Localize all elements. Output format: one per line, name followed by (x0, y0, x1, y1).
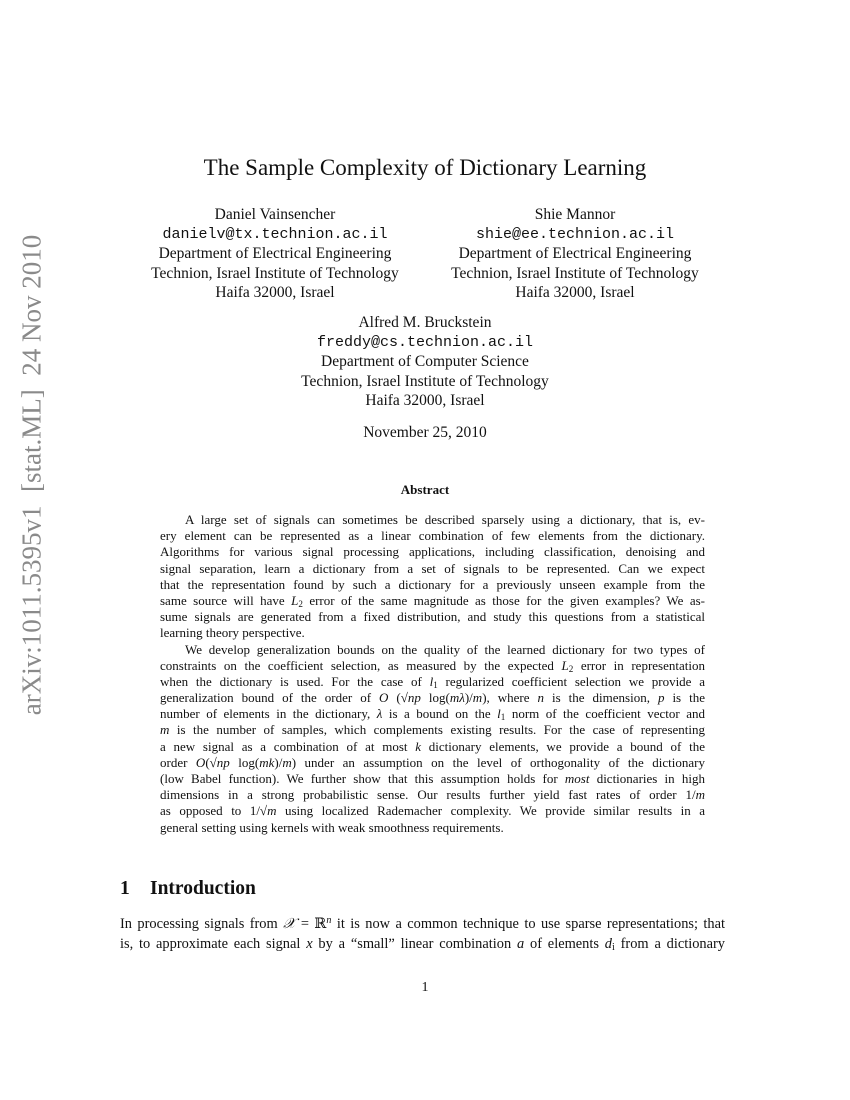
text-line: In processing signals from 𝒳 = ℝ$^n$ it is now a common technique to use sparse representations; that (120, 915, 725, 932)
abstract-heading: Abstract (400, 482, 450, 497)
text-line: (low Babel function). We further show that this assumption holds for most dictionaries in high (160, 771, 706, 786)
author-name: Daniel Vainsencher (214, 206, 336, 223)
author-address: Haifa 32000, Israel (215, 284, 335, 301)
author-name: Shie Mannor (534, 206, 616, 223)
text-line: m is the number of samples, which complements existing results. For the case of representing (160, 722, 705, 738)
author-dept: Department of Electrical Engineering (458, 245, 692, 262)
abstract-paragraph (160, 512, 705, 642)
text-line: Algorithms for various signal processing applications, including classification, denoising and (160, 544, 705, 560)
text-line: when the dictionary is used. For the case of $l_1$ regularized coefficient selection we provide a (160, 673, 705, 690)
text-line: a new signal as a combination of at most k dictionary elements, we provide a bound of the (160, 738, 706, 754)
author-institution: Technion, Israel Institute of Technology (301, 372, 549, 390)
text-line: is, to approximate each signal x by a “small” linear combination a of elements $d_i$ from a dictionary (120, 936, 725, 953)
text-line: order O(√np log(mk)/m) under an assumption on the level of orthogonality of the dictionary (160, 754, 705, 770)
author-block (425, 205, 725, 303)
author-address: Haifa 32000, Israel (515, 284, 635, 301)
text-line: that the representation found by such a dictionary for a previously unseen example from the (160, 576, 705, 592)
text-line: number of elements in the dictionary, λ is a bound on the $l_1$ norm of the coefficient vector and (160, 706, 705, 723)
section-heading (120, 878, 256, 900)
paper-date: November 25, 2010 (363, 424, 487, 441)
author-name: Alfred M. Bruckstein (358, 314, 492, 331)
text-line: as opposed to 1/√m using localized Rademacher complexity. We provide similar results in a (160, 803, 705, 819)
author-dept: Department of Electrical Engineering (158, 245, 392, 262)
author-email: danielv@tx.technion.ac.il (162, 225, 388, 243)
text-line: general setting using kernels with weak smoothness requirements. (160, 819, 504, 835)
text-line: dimensions in a strong probabilistic sense. Our results further yield fast rates of order 1/m (160, 787, 705, 803)
text-line: ery element can be represented as a linear combination of few elements from the dictionary. (160, 528, 705, 544)
text-line: same source will have $L_2$ error of the same magnitude as those for the given examples? We as- (160, 592, 705, 609)
section-title: Introduction (150, 878, 256, 899)
text-line: signal separation, learn a dictionary from a set of signals to be represented. Can we expect (160, 560, 705, 576)
abstract-paragraph (160, 642, 705, 836)
author-block (275, 313, 575, 411)
author-institution: Technion, Israel Institute of Technology (151, 264, 399, 282)
author-institution: Technion, Israel Institute of Technology (451, 264, 699, 282)
abstract-body (160, 512, 705, 836)
author-email: shie@ee.technion.ac.il (475, 225, 675, 243)
text-line: learning theory perspective. (160, 625, 305, 641)
text-line: We develop generalization bounds on the quality of the learned dictionary for two types of (185, 641, 705, 657)
page-number: 1 (421, 980, 429, 995)
text-line: generalization bound of the order of O (√np log(mλ)/m), where n is the dimension, p is the (160, 690, 705, 706)
author-block (125, 205, 425, 303)
text-line: sume signals are generated from a fixed distribution, and study this questions from a statistical (160, 609, 705, 625)
section-number: 1 (120, 878, 130, 899)
arxiv-stamp: arXiv:1011.5395v1 [stat.ML] 24 Nov 2010 (16, 234, 47, 716)
author-email: freddy@cs.technion.ac.il (316, 333, 534, 351)
paper-title: The Sample Complexity of Dictionary Learning (203, 155, 647, 180)
author-address: Haifa 32000, Israel (365, 392, 485, 409)
text-line: constraints on the coefficient selection, as measured by the expected $L_2$ error in representation (160, 657, 705, 674)
author-dept: Department of Computer Science (321, 353, 529, 370)
intro-body (120, 914, 725, 954)
text-line: A large set of signals can sometimes be described sparsely using a dictionary, that is, ev- (185, 512, 705, 527)
